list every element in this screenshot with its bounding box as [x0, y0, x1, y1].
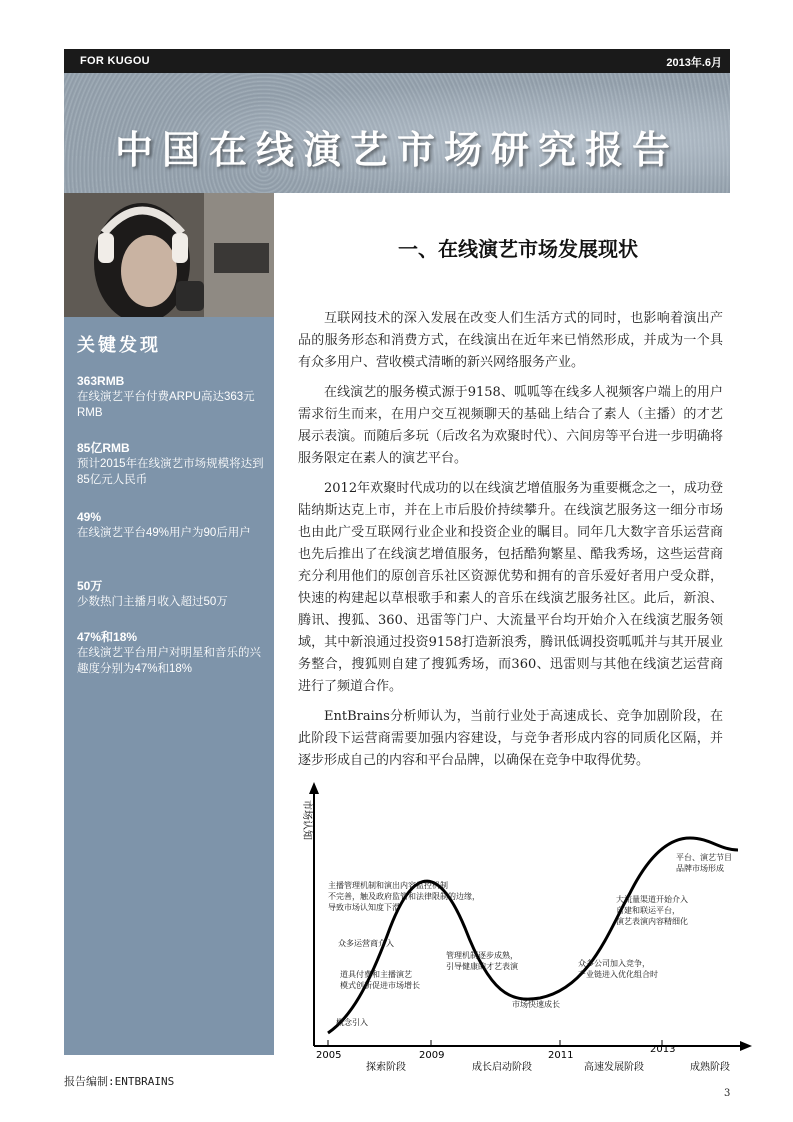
annotation-line: 管理机制逐步成熟，: [446, 951, 518, 960]
finding-text: 预计2015年在线演艺市场规模将达到85亿元人民币: [77, 458, 264, 486]
annotation-line: 众多公司加入竞争，: [578, 959, 650, 968]
finding-key: 85亿RMB: [77, 441, 130, 455]
chart-svg: [290, 778, 760, 1078]
header-left: FOR KUGOU: [80, 55, 150, 67]
year-label: 2011: [548, 1050, 574, 1061]
finding-text: 在线演艺平台付费ARPU高达363元RMB: [77, 391, 255, 419]
stage-label: 高速发展阶段: [584, 1062, 644, 1073]
stage-label: 成熟阶段: [690, 1062, 730, 1073]
finding-key: 49%: [77, 510, 102, 524]
annotation: [676, 852, 732, 873]
market-curve-chart: [290, 778, 760, 1078]
finding-item: [77, 578, 267, 610]
annotation-line: 模式创新促进市场增长: [340, 981, 420, 990]
body-text: [298, 308, 723, 780]
annotation-line: 品牌市场形成: [676, 864, 724, 873]
annotation-line: 不完善，触及政府监管和法律限制的边缘，: [328, 892, 480, 901]
annotation-line: 道具付费和主播演艺: [340, 970, 412, 979]
top-bar: [64, 49, 730, 73]
finding-text: 在线演艺平台49%用户为90后用户: [77, 527, 251, 539]
stage-label: 成长启动阶段: [472, 1062, 532, 1073]
y-axis-arrow: [309, 782, 319, 794]
paragraph: 互联网技术的深入发展在改变人们生活方式的同时，也影响着演出产品的服务形态和消费方式，在线演出在近年来已悄然形成，并成为一个具有众多用户、营收模式清晰的新兴网络服务产业。: [298, 311, 723, 370]
stage-label: 探索阶段: [366, 1062, 406, 1073]
annotation-line: 自建和联运平台，: [616, 906, 680, 915]
page-number: 3: [724, 1088, 731, 1099]
y-axis-label: 市场认知: [301, 800, 312, 840]
year-label: 2009: [419, 1050, 445, 1061]
annotation-line: 产业链进入优化组合时: [578, 970, 658, 979]
annotation: 众多运营商介入: [338, 939, 394, 948]
year-label: 2013: [650, 1044, 676, 1055]
annotation: [578, 958, 658, 979]
finding-key: 363RMB: [77, 374, 125, 388]
finding-item: [77, 629, 267, 677]
footer-credit: 报告编制:ENTBRAINS: [64, 1075, 175, 1088]
report-title: 中国在线演艺市场研究报告: [114, 127, 679, 172]
singer-photo: [64, 193, 274, 317]
finding-text: 少数热门主播月收入超过50万: [77, 596, 228, 608]
annotation: [446, 950, 519, 971]
finding-item: [77, 373, 267, 421]
finding-text: 在线演艺平台用户对明星和音乐的兴趣度分别为47%和18%: [77, 647, 261, 675]
header-date: 2013年.6月: [666, 57, 722, 69]
key-findings-heading: 关键发现: [77, 335, 161, 355]
finding-key: 50万: [77, 579, 103, 593]
annotation-line: 导致市场认知度下滑: [328, 903, 400, 912]
annotation: 概念引入: [336, 1018, 368, 1027]
finding-item: [77, 509, 267, 541]
year-label: 2005: [316, 1050, 342, 1061]
annotation-line: 引导健康的才艺表演: [446, 962, 518, 971]
singer-illustration: [64, 193, 274, 317]
annotation-line: 演艺表演内容精细化: [616, 917, 688, 926]
finding-key: 47%和18%: [77, 630, 138, 644]
x-axis-arrow: [740, 1041, 752, 1051]
section-title: 一、在线演艺市场发展现状: [398, 239, 638, 261]
paragraph: 2012年欢聚时代成功的以在线演艺增值服务为重要概念之一，成功登陆纳斯达克上市，并在上市后股价持续攀升。在线演艺服务这一细分市场也由此广受互联网行业企业和投资企业的瞩目。同年几大数字音乐运营商也先后推出了在线演艺增值服务，包括酷狗繁星、酷我秀场，这些运营商充分利用他们的原创音乐社区资源优势和拥有的音乐爱好者用户受众群，快速的构建起以草根歌手和素人的音乐在线演艺服务社区。此后，新浪、腾讯、搜狐、360、迅雷等门户、大流量平台均开始介入在线演艺服务领域，其中新浪通过投资9158打造新浪秀，腾讯低调投资呱呱并与其开展业务整合，搜狐则自建了搜狐秀场，而360、迅雷则与其他在线演艺运营商进行了频道合作。: [298, 481, 723, 694]
key-findings-sidebar: [64, 317, 274, 1055]
title-banner: [64, 73, 730, 193]
annotation: 市场快速成长: [512, 1000, 560, 1009]
paragraph: EntBrains分析师认为，当前行业处于高速成长、竞争加剧阶段，在此阶段下运营商需要加强内容建设，与竞争者形成内容的同质化区隔，并逐步形成自己的内容和平台品牌，以确保在竞争中取得优势。: [298, 709, 723, 768]
paragraph: 在线演艺的服务模式源于9158、呱呱等在线多人视频客户端上的用户需求衍生而来，在用户交互视频聊天的基础上结合了素人（主播）的才艺展示表演。而随后多玩（后改名为欢聚时代）、六间房等平台进一步明确将服务限定在素人的演艺平台。: [298, 385, 723, 466]
annotation: [340, 969, 420, 990]
finding-item: [77, 440, 267, 488]
annotation-line: 大流量渠道开始介入: [616, 895, 688, 904]
annotation-line: 平台、演艺节目: [676, 853, 732, 862]
annotation: [616, 894, 688, 926]
annotation-line: 主播管理机制和演出内容监控机制: [328, 881, 448, 890]
annotation: [328, 880, 480, 912]
